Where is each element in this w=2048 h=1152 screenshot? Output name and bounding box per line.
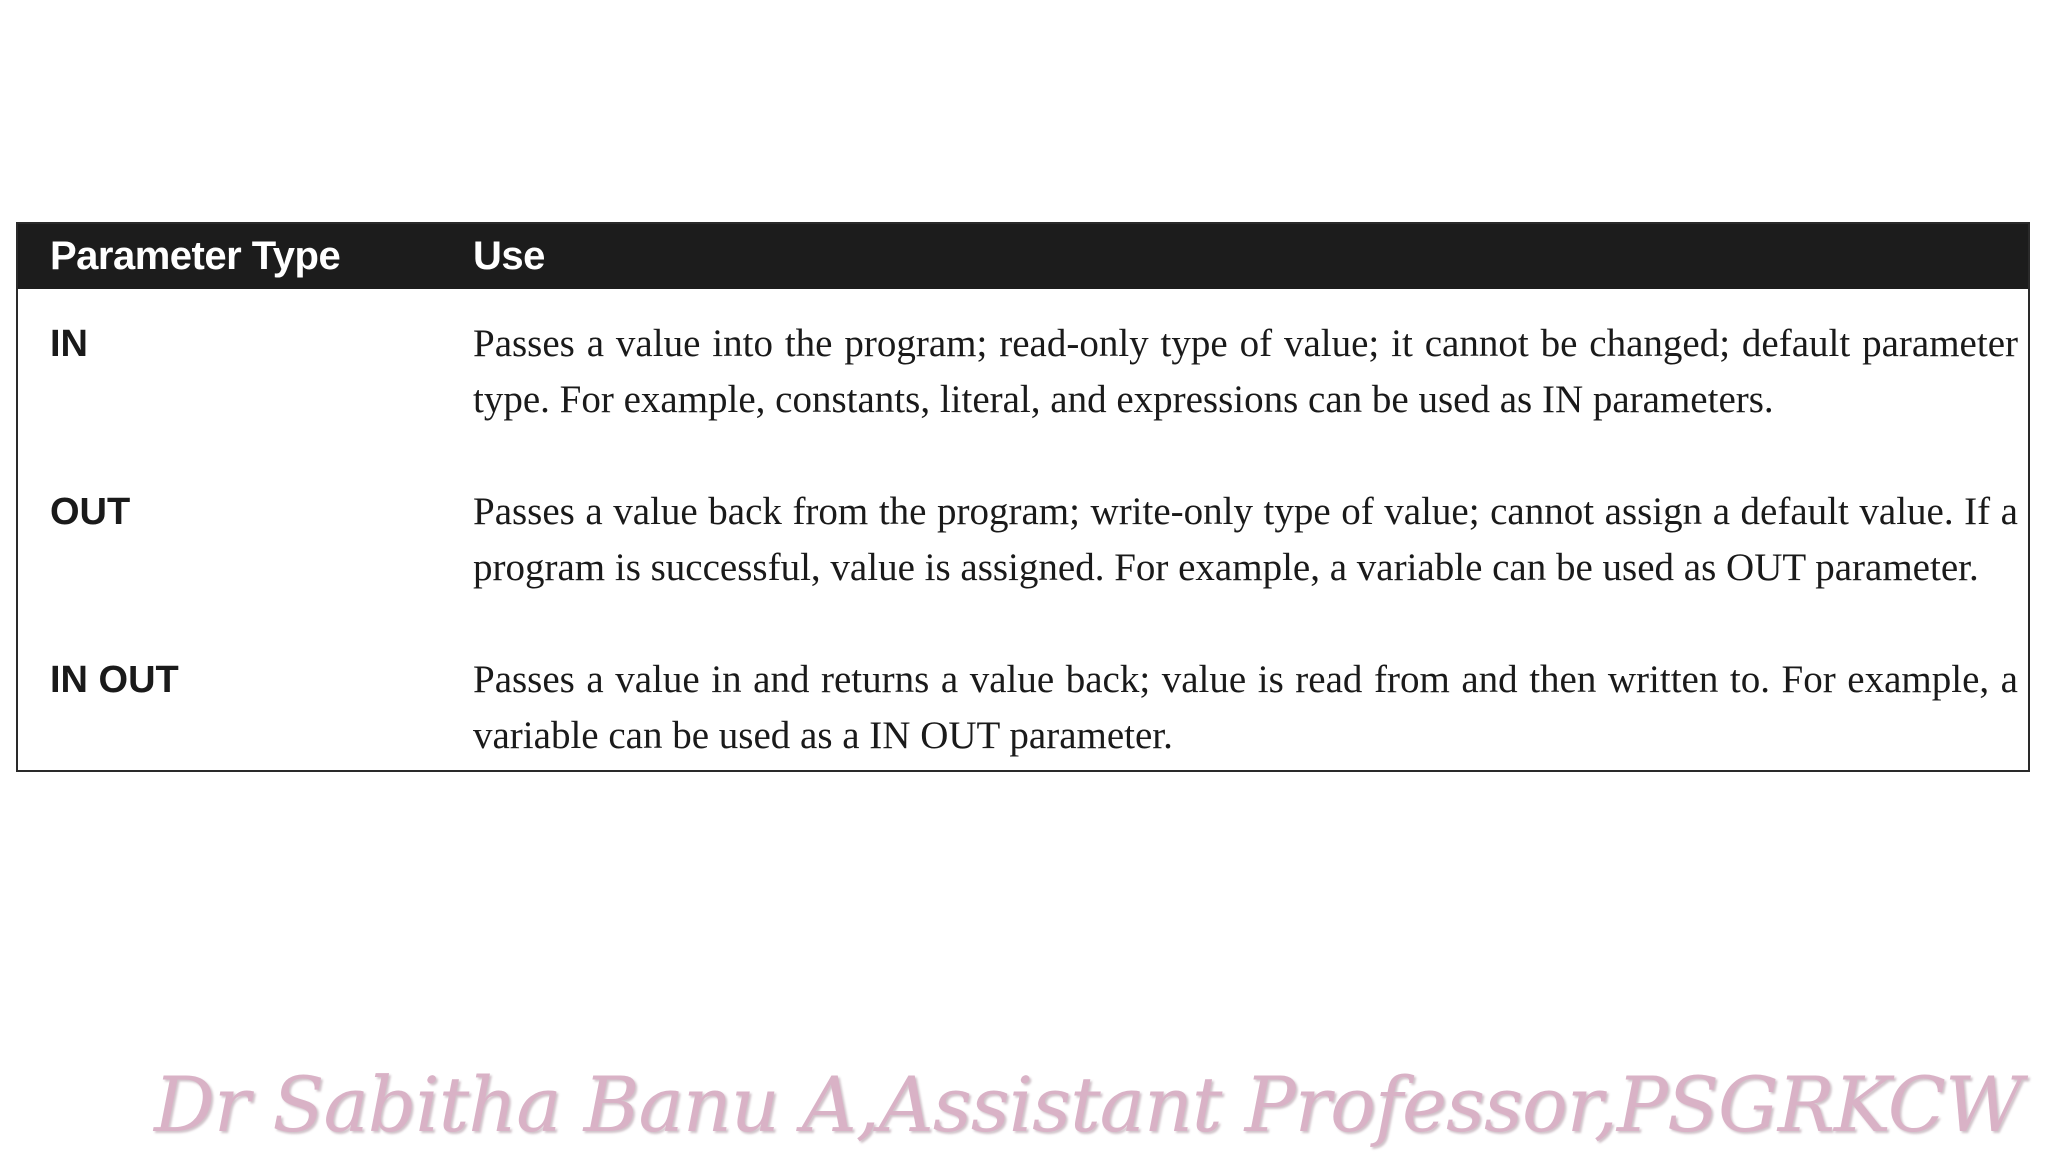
parameter-use-cell: Passes a value into the program; read-only type of value; it cannot be changed; default parameter type. For example, constants, literal, and expressions can be used as IN parameters. <box>473 322 2018 421</box>
parameter-use-cell: Passes a value back from the program; write-only type of value; cannot assign a default value. If a program is successful, value is assigned. For example, a variable can be used as OUT parameter. <box>473 490 2018 589</box>
parameter-type-cell: IN <box>50 323 88 365</box>
parameter-type-cell: OUT <box>50 491 131 533</box>
column-header-use: Use <box>473 234 545 278</box>
column-header-parameter-type: Parameter Type <box>50 234 341 278</box>
parameter-type-table <box>16 222 2030 772</box>
author-signature: Dr Sabitha Banu A,Assistant Professor,PSGRKCW <box>153 1060 2022 1149</box>
table-header <box>18 224 2028 289</box>
parameter-type-cell: IN OUT <box>50 659 179 701</box>
parameter-use-cell: Passes a value in and returns a value back; value is read from and then written to. For example, a variable can be used as a IN OUT parameter. <box>473 658 2018 757</box>
